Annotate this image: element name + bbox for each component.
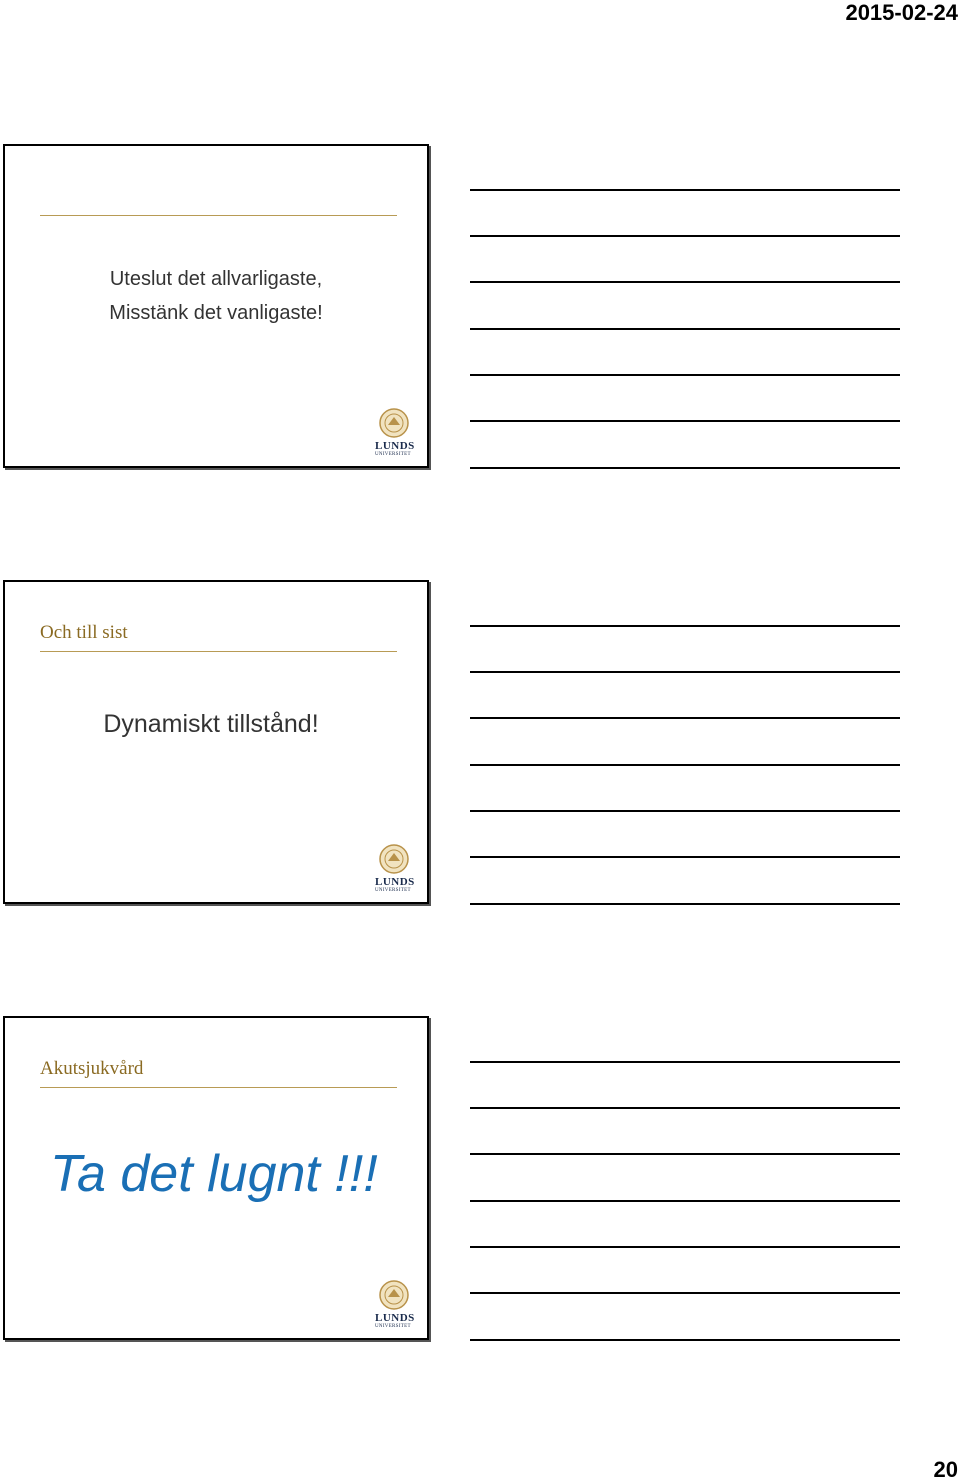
note-line [470,1246,900,1248]
note-line [470,903,900,905]
logo-name: LUNDS [375,440,415,452]
page-number: 20 [933,1457,958,1482]
note-line [470,856,900,858]
note-line [470,420,900,422]
logo-name: LUNDS [375,876,415,888]
note-line [470,671,900,673]
slide-title-rule [40,215,397,216]
note-line [470,328,900,330]
note-line [470,717,900,719]
note-line [470,764,900,766]
note-line [470,281,900,283]
note-line [470,1292,900,1294]
note-line [470,1107,900,1109]
slide-body-emphasis: Ta det lugnt !!! [50,1145,378,1203]
note-line [470,810,900,812]
logo-sub: UNIVERSITET [375,1324,411,1329]
slide-1 [3,144,429,468]
print-date: 2015-02-24 [845,0,958,25]
note-line [470,467,900,469]
slide-body-line-1: Uteslut det allvarligaste, [109,268,323,290]
note-line [470,625,900,627]
note-line [470,235,900,237]
slide-title-rule [40,1087,397,1088]
slide-title-rule [40,651,397,652]
note-line [470,1061,900,1063]
slide-title: Akutsjukvård [40,1058,144,1079]
slide-2 [3,580,429,904]
logo-name: LUNDS [375,1312,415,1324]
slide-body-line-1: Dynamiskt tillstånd! [103,710,319,738]
logo-sub: UNIVERSITET [375,452,411,457]
note-line [470,1153,900,1155]
slide-title: Och till sist [40,622,128,643]
note-line [470,189,900,191]
slide-body-line-2: Misstänk det vanligaste! [109,302,323,324]
logo-sub: UNIVERSITET [375,888,411,893]
slide-3 [3,1016,429,1340]
note-line [470,1339,900,1341]
note-line [470,374,900,376]
note-line [470,1200,900,1202]
